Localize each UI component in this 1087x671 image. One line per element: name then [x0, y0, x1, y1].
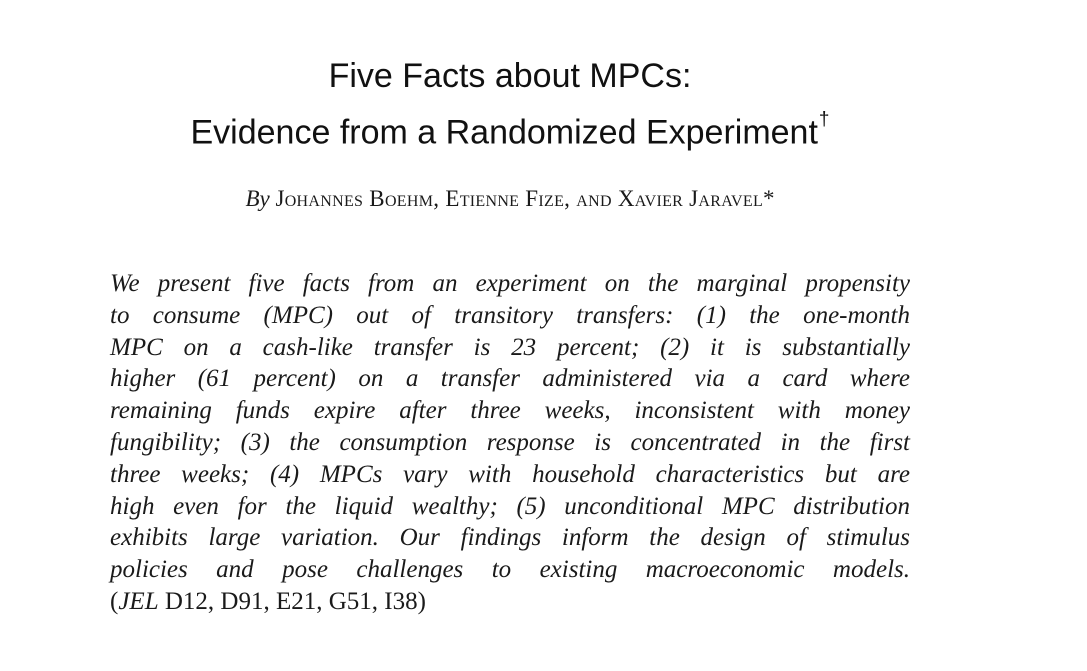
- abstract-line: We present five facts from an experiment on the marginal propensity: [110, 270, 910, 297]
- abstract-line: exhibits large variation. Our findings inform the design of stimulus: [110, 524, 910, 552]
- author-footnote-asterisk[interactable]: *: [763, 186, 775, 211]
- jel-classification: [110, 586, 910, 618]
- abstract-line: to consume (MPC) out of transitory transfers: (1) the one-month: [110, 301, 910, 329]
- abstract-line: higher (61 percent) on a transfer administered via a card where: [110, 365, 910, 393]
- jel-codes: D12, D91, E21, G51, I38): [158, 587, 426, 615]
- abstract-line: MPC on a cash-like transfer is 23 percent; (2) it is substantially: [110, 333, 910, 361]
- title-dagger-footnote-mark[interactable]: †: [818, 109, 830, 130]
- byline-by: By: [245, 186, 270, 211]
- paper-title-line-1: [0, 53, 1020, 99]
- author-byline: [0, 186, 1020, 212]
- title-text-2: Evidence from a Randomized Experiment: [190, 113, 818, 152]
- abstract-line: three weeks; (4) MPCs vary with household characteristics but are: [110, 460, 910, 488]
- abstract-line: policies and pose challenges to existing macroeconomic models.: [110, 556, 910, 584]
- jel-label: JEL: [118, 587, 159, 615]
- abstract-line: remaining funds expire after three weeks, inconsistent with money: [110, 397, 910, 425]
- byline-authors: Johannes Boehm, Etienne Fize, and Xavier Jaravel: [275, 186, 764, 211]
- abstract-line: fungibility; (3) the consumption response is concentrated in the first: [110, 428, 910, 456]
- abstract-line: high even for the liquid wealthy; (5) unconditional MPC distribution: [110, 492, 910, 520]
- title-text-1: Five Facts about MPCs:: [328, 57, 692, 95]
- abstract: [110, 268, 910, 618]
- paper-title-line-2: [0, 103, 1020, 155]
- jel-open-paren: (: [110, 587, 119, 615]
